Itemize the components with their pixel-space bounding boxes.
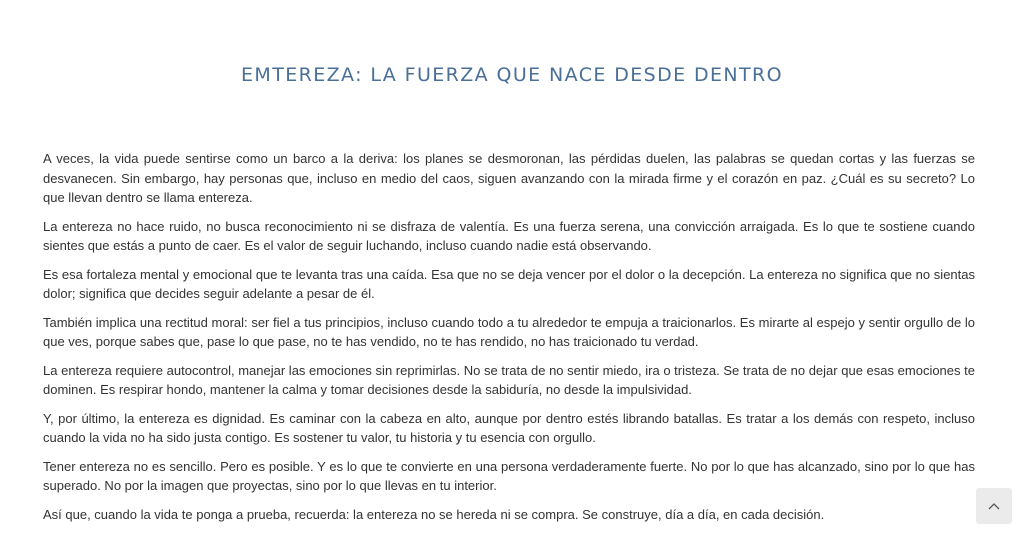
article-paragraph: A veces, la vida puede sentirse como un barco a la deriva: los planes se desmoronan, las pérdidas duelen, las palabras se quedan cortas y las fuerzas se desvanecen. Sin embargo, hay personas que, incluso en medio del caos, siguen avanzando con la mirada firme y el corazón en paz. ¿Cuál es su secreto? Lo que llevan dentro se llama entereza.	[43, 151, 975, 205]
article-title: EMTEREZA: LA FUERZA QUE NACE DESDE DENTRO	[241, 64, 783, 86]
article-paragraph: Así que, cuando la vida te ponga a prueba, recuerda: la entereza no se hereda ni se compra. Se construye, día a día, en cada decisión.	[43, 506, 825, 522]
article-paragraph: Es esa fortaleza mental y emocional que te levanta tras una caída. Esa que no se deja vencer por el dolor o la decepción. La entereza no significa que no sientas dolor; significa que decides seguir adelante a pesar de él.	[43, 266, 975, 301]
article-paragraph: Y, por último, la entereza es dignidad. Es caminar con la cabeza en alto, aunque por dentro estés librando batallas. Es tratar a los demás con respeto, incluso cuando la vida no ha sido justa contigo. Es sostener tu valor, tu historia y tu esencia con orgullo.	[43, 410, 975, 445]
chevron-up-icon	[988, 502, 1000, 510]
article-paragraph: La entereza requiere autocontrol, manejar las emociones sin reprimirlas. No se trata de no sentir miedo, ira o tristeza. Se trata de no dejar que esas emociones te dominen. Es respirar hondo, mantener la calma y tomar decisiones desde la sabiduría, no desde la impulsividad.	[43, 362, 975, 397]
article-paragraph: La entereza no hace ruido, no busca reconocimiento ni se disfraza de valentía. Es una fuerza serena, una convicción arraigada. Es lo que te sostiene cuando sientes que estás a punto de caer. Es el valor de seguir luchando, incluso cuando nadie está observando.	[43, 218, 975, 253]
article-body	[43, 149, 975, 533]
scroll-to-top-button[interactable]	[976, 488, 1012, 524]
article-paragraph: También implica una rectitud moral: ser fiel a tus principios, incluso cuando todo a tu alrededor te empuja a traicionarlos. Es mirarte al espejo y sentir orgullo de lo que ves, porque sabes que, pase lo que pase, no te has vendido, no te has rendido, no has traicionado tu verdad.	[43, 314, 975, 349]
article-paragraph: Tener entereza no es sencillo. Pero es posible. Y es lo que te convierte en una persona verdaderamente fuerte. No por lo que has alcanzado, sino por lo que has superado. No por la imagen que proyectas, sino por lo que llevas en tu interior.	[43, 458, 975, 493]
